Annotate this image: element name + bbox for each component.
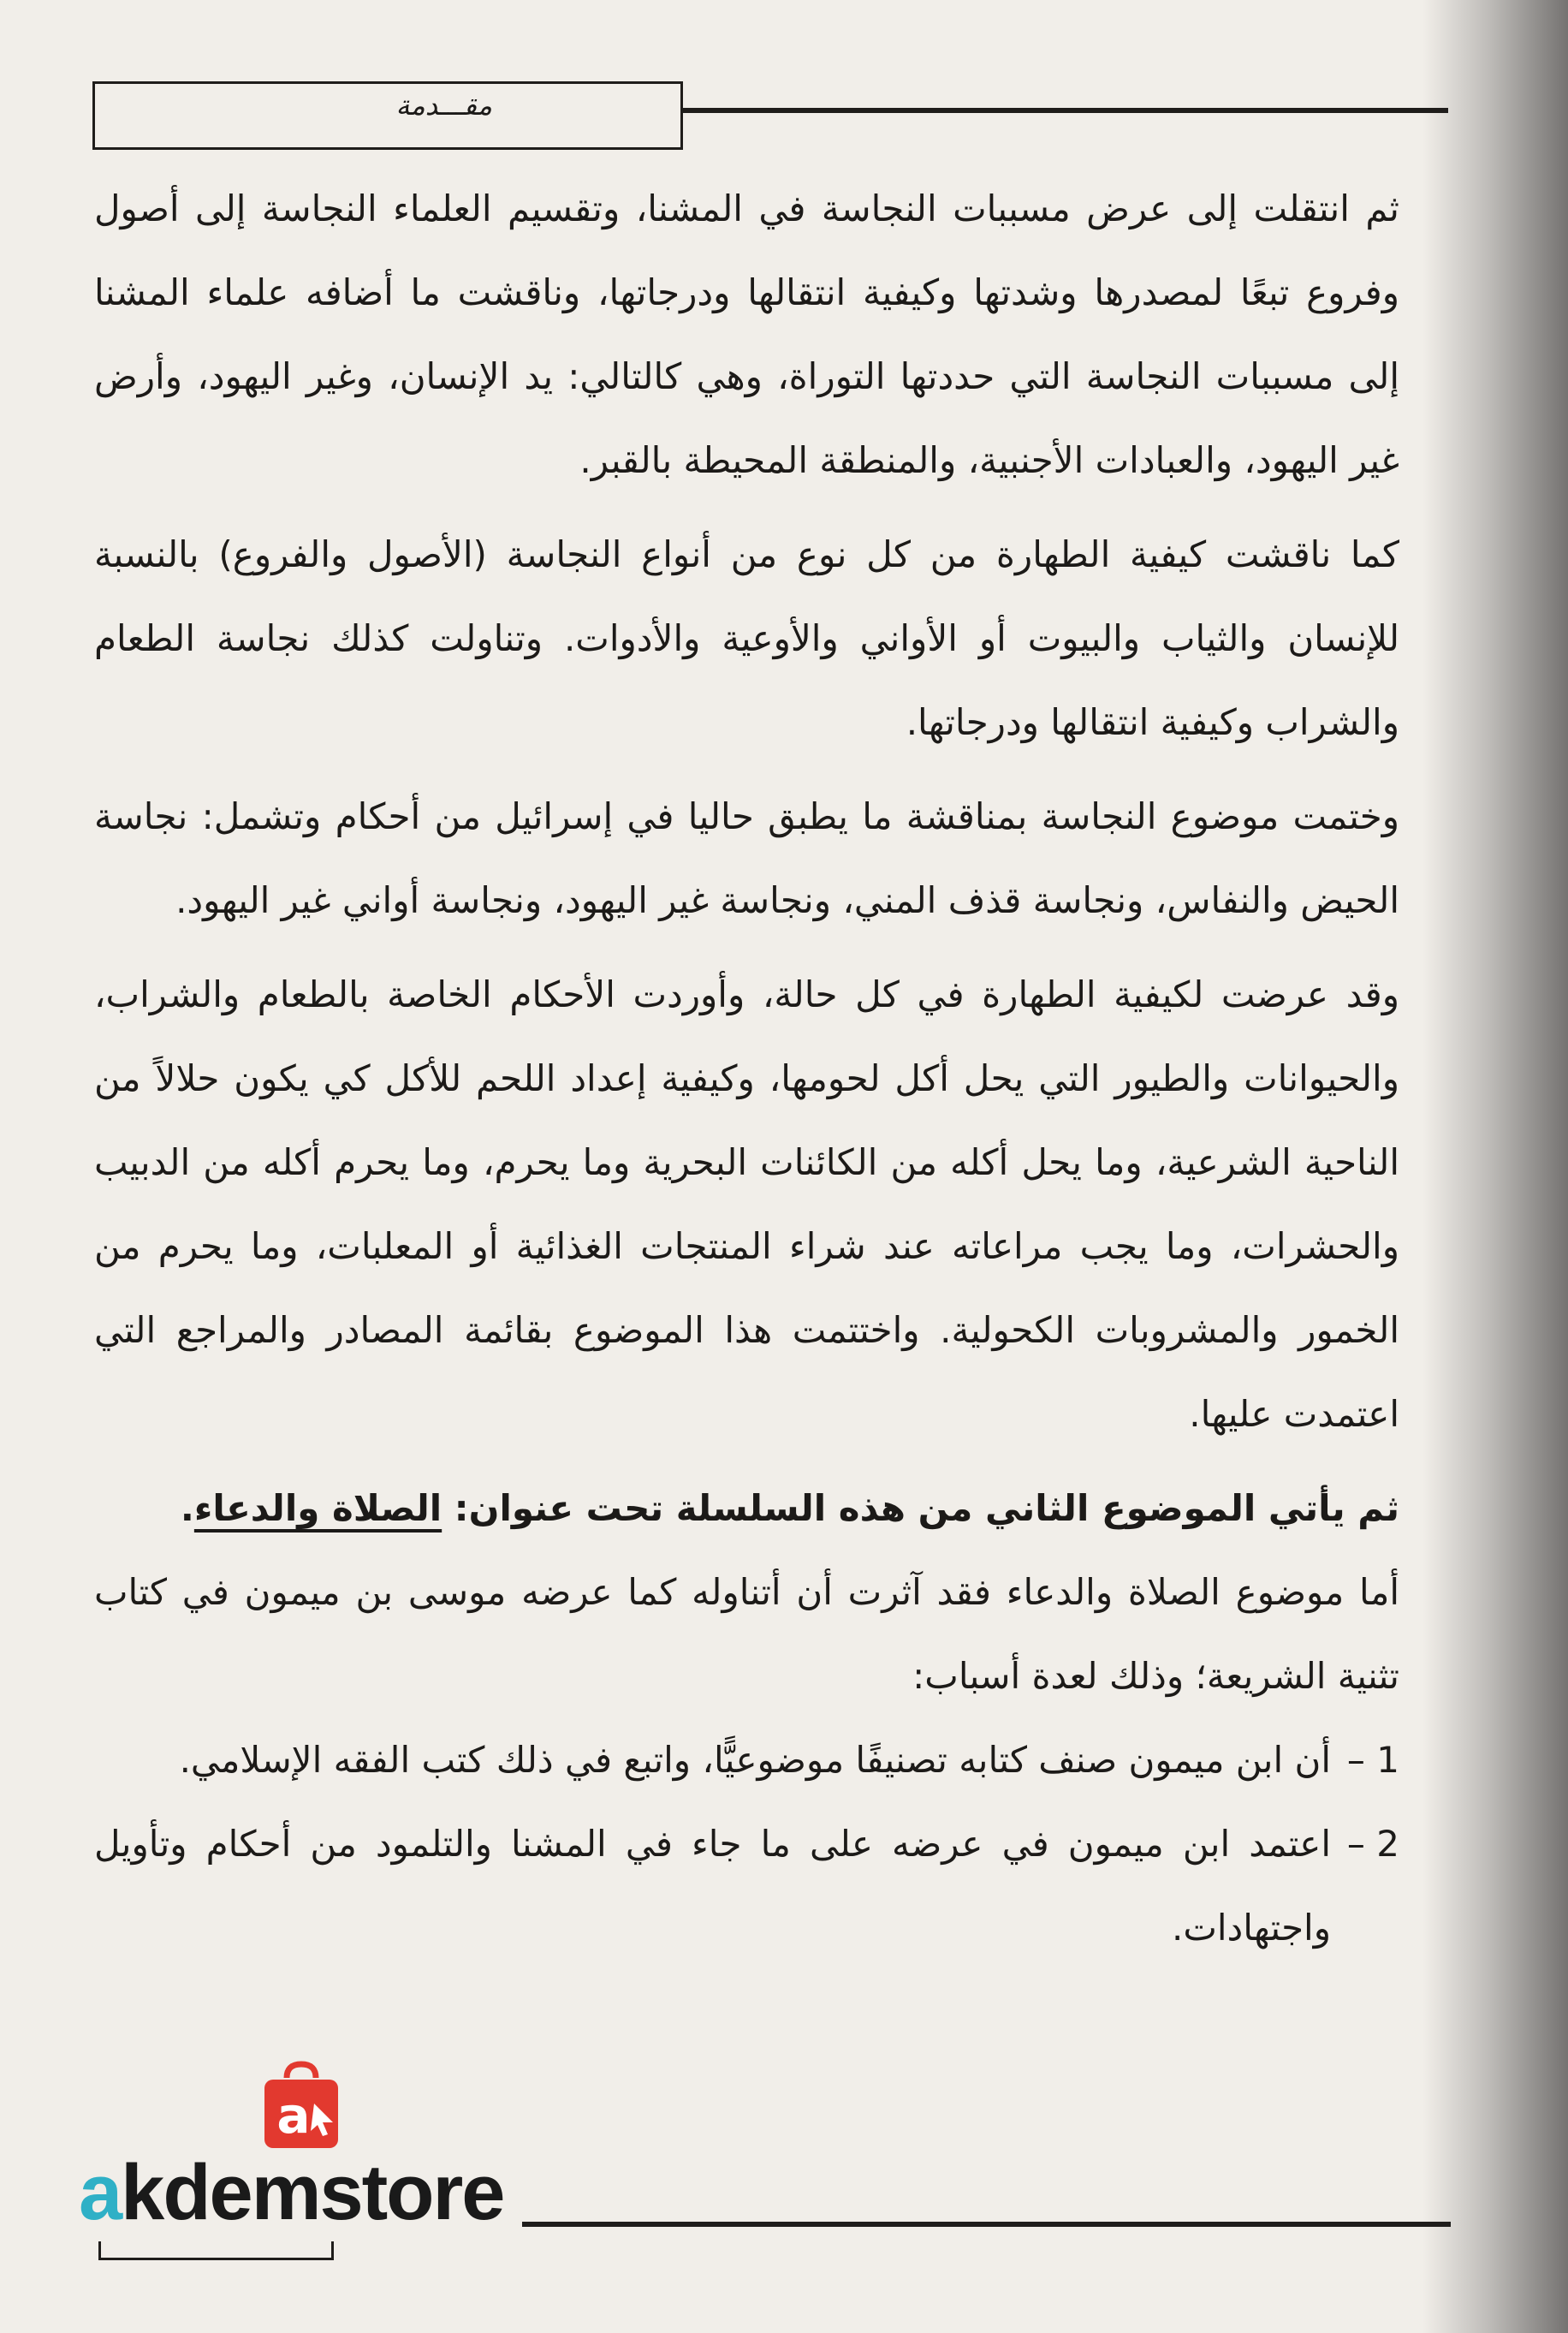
reason-number: 2 –	[1346, 1823, 1399, 1865]
page-edge-shadow	[1422, 0, 1568, 2333]
paragraph-4: وقد عرضت لكيفية الطهارة في كل حالة، وأوردت الأحكام الخاصة بالطعام والشراب، والحيوانات والطيور التي يحل أكل لحومها، وكيفية إعداد اللحم للأكل كي يكون حلالاً من الناحية الشرعية، وما يحل أكله من الكائنات البحرية وما يحرم، وما يحرم أكله من الدبيب والحشرات، وما يجب مراعاته عند شراء المنتجات الغذائية أو المعلبات، وما يحرم من الخمور والمشروبات الكحولية. واختتمت هذا الموضوع بقائمة المصادر والمراجع التي اعتمدت عليها.	[94, 973, 1399, 1435]
footer-bracket	[98, 2241, 334, 2260]
store-name-accent: a	[79, 2149, 122, 2236]
intro-paragraph: أما موضوع الصلاة والدعاء فقد آثرت أن أتناوله كما عرضه موسى بن ميمون في كتاب تثنية الشريعة؛ وذلك لعدة أسباب:	[94, 1571, 1399, 1697]
bag-letter: a	[276, 2086, 311, 2145]
header-rule	[683, 108, 1448, 113]
footer-rule	[522, 2222, 1451, 2227]
reason-number: 1 –	[1346, 1739, 1399, 1781]
section-heading-title: الصلاة والدعاء	[193, 1487, 442, 1529]
header-title-box	[92, 81, 683, 150]
store-name-rest: kdemstore	[121, 2149, 504, 2236]
store-watermark	[79, 2149, 504, 2236]
section-heading-prefix: ثم يأتي الموضوع الثاني من هذه السلسلة تحت عنوان:	[442, 1487, 1399, 1529]
reason-item	[94, 1718, 1399, 1802]
shopping-bag-logo-icon	[254, 2059, 348, 2153]
section-heading-suffix: .	[180, 1487, 194, 1529]
paragraph-3: وختمت موضوع النجاسة بمناقشة ما يطبق حاليا في إسرائيل من أحكام وتشمل: نجاسة الحيض والنفاس، ونجاسة قذف المني، ونجاسة غير اليهود، ونجاسة أواني غير اليهود.	[94, 795, 1399, 921]
page-title: مقـــدمة	[395, 89, 492, 122]
reason-text: اعتمد ابن ميمون في عرضه على ما جاء في المشنا والتلمود من أحكام وتأويل واجتهادات.	[94, 1823, 1331, 1949]
paragraph-1: ثم انتقلت إلى عرض مسببات النجاسة في المشنا، وتقسيم العلماء النجاسة إلى أصول وفروع تبعًا لمصدرها وشدتها وكيفية انتقالها ودرجاتها، وناقشت ما أضافه علماء المشنا إلى مسببات النجاسة التي حددتها التوراة، وهي كالتالي: يد الإنسان، وغير اليهود، وأرض غير اليهود، والعبادات الأجنبية، والمنطقة المحيطة بالقبر.	[94, 187, 1399, 481]
body-text	[94, 167, 1399, 1970]
reason-item	[94, 1802, 1399, 1970]
paragraph-2: كما ناقشت كيفية الطهارة من كل نوع من أنواع النجاسة (الأصول والفروع) بالنسبة للإنسان والثياب والبيوت أو الأواني والأوعية والأدوات. وتناولت كذلك نجاسة الطعام والشراب وكيفية انتقالها ودرجاتها.	[94, 533, 1399, 743]
section-heading	[94, 1467, 1399, 1550]
reason-text: أن ابن ميمون صنف كتابه تصنيفًا موضوعيًّا، واتبع في ذلك كتب الفقه الإسلامي.	[179, 1739, 1331, 1781]
